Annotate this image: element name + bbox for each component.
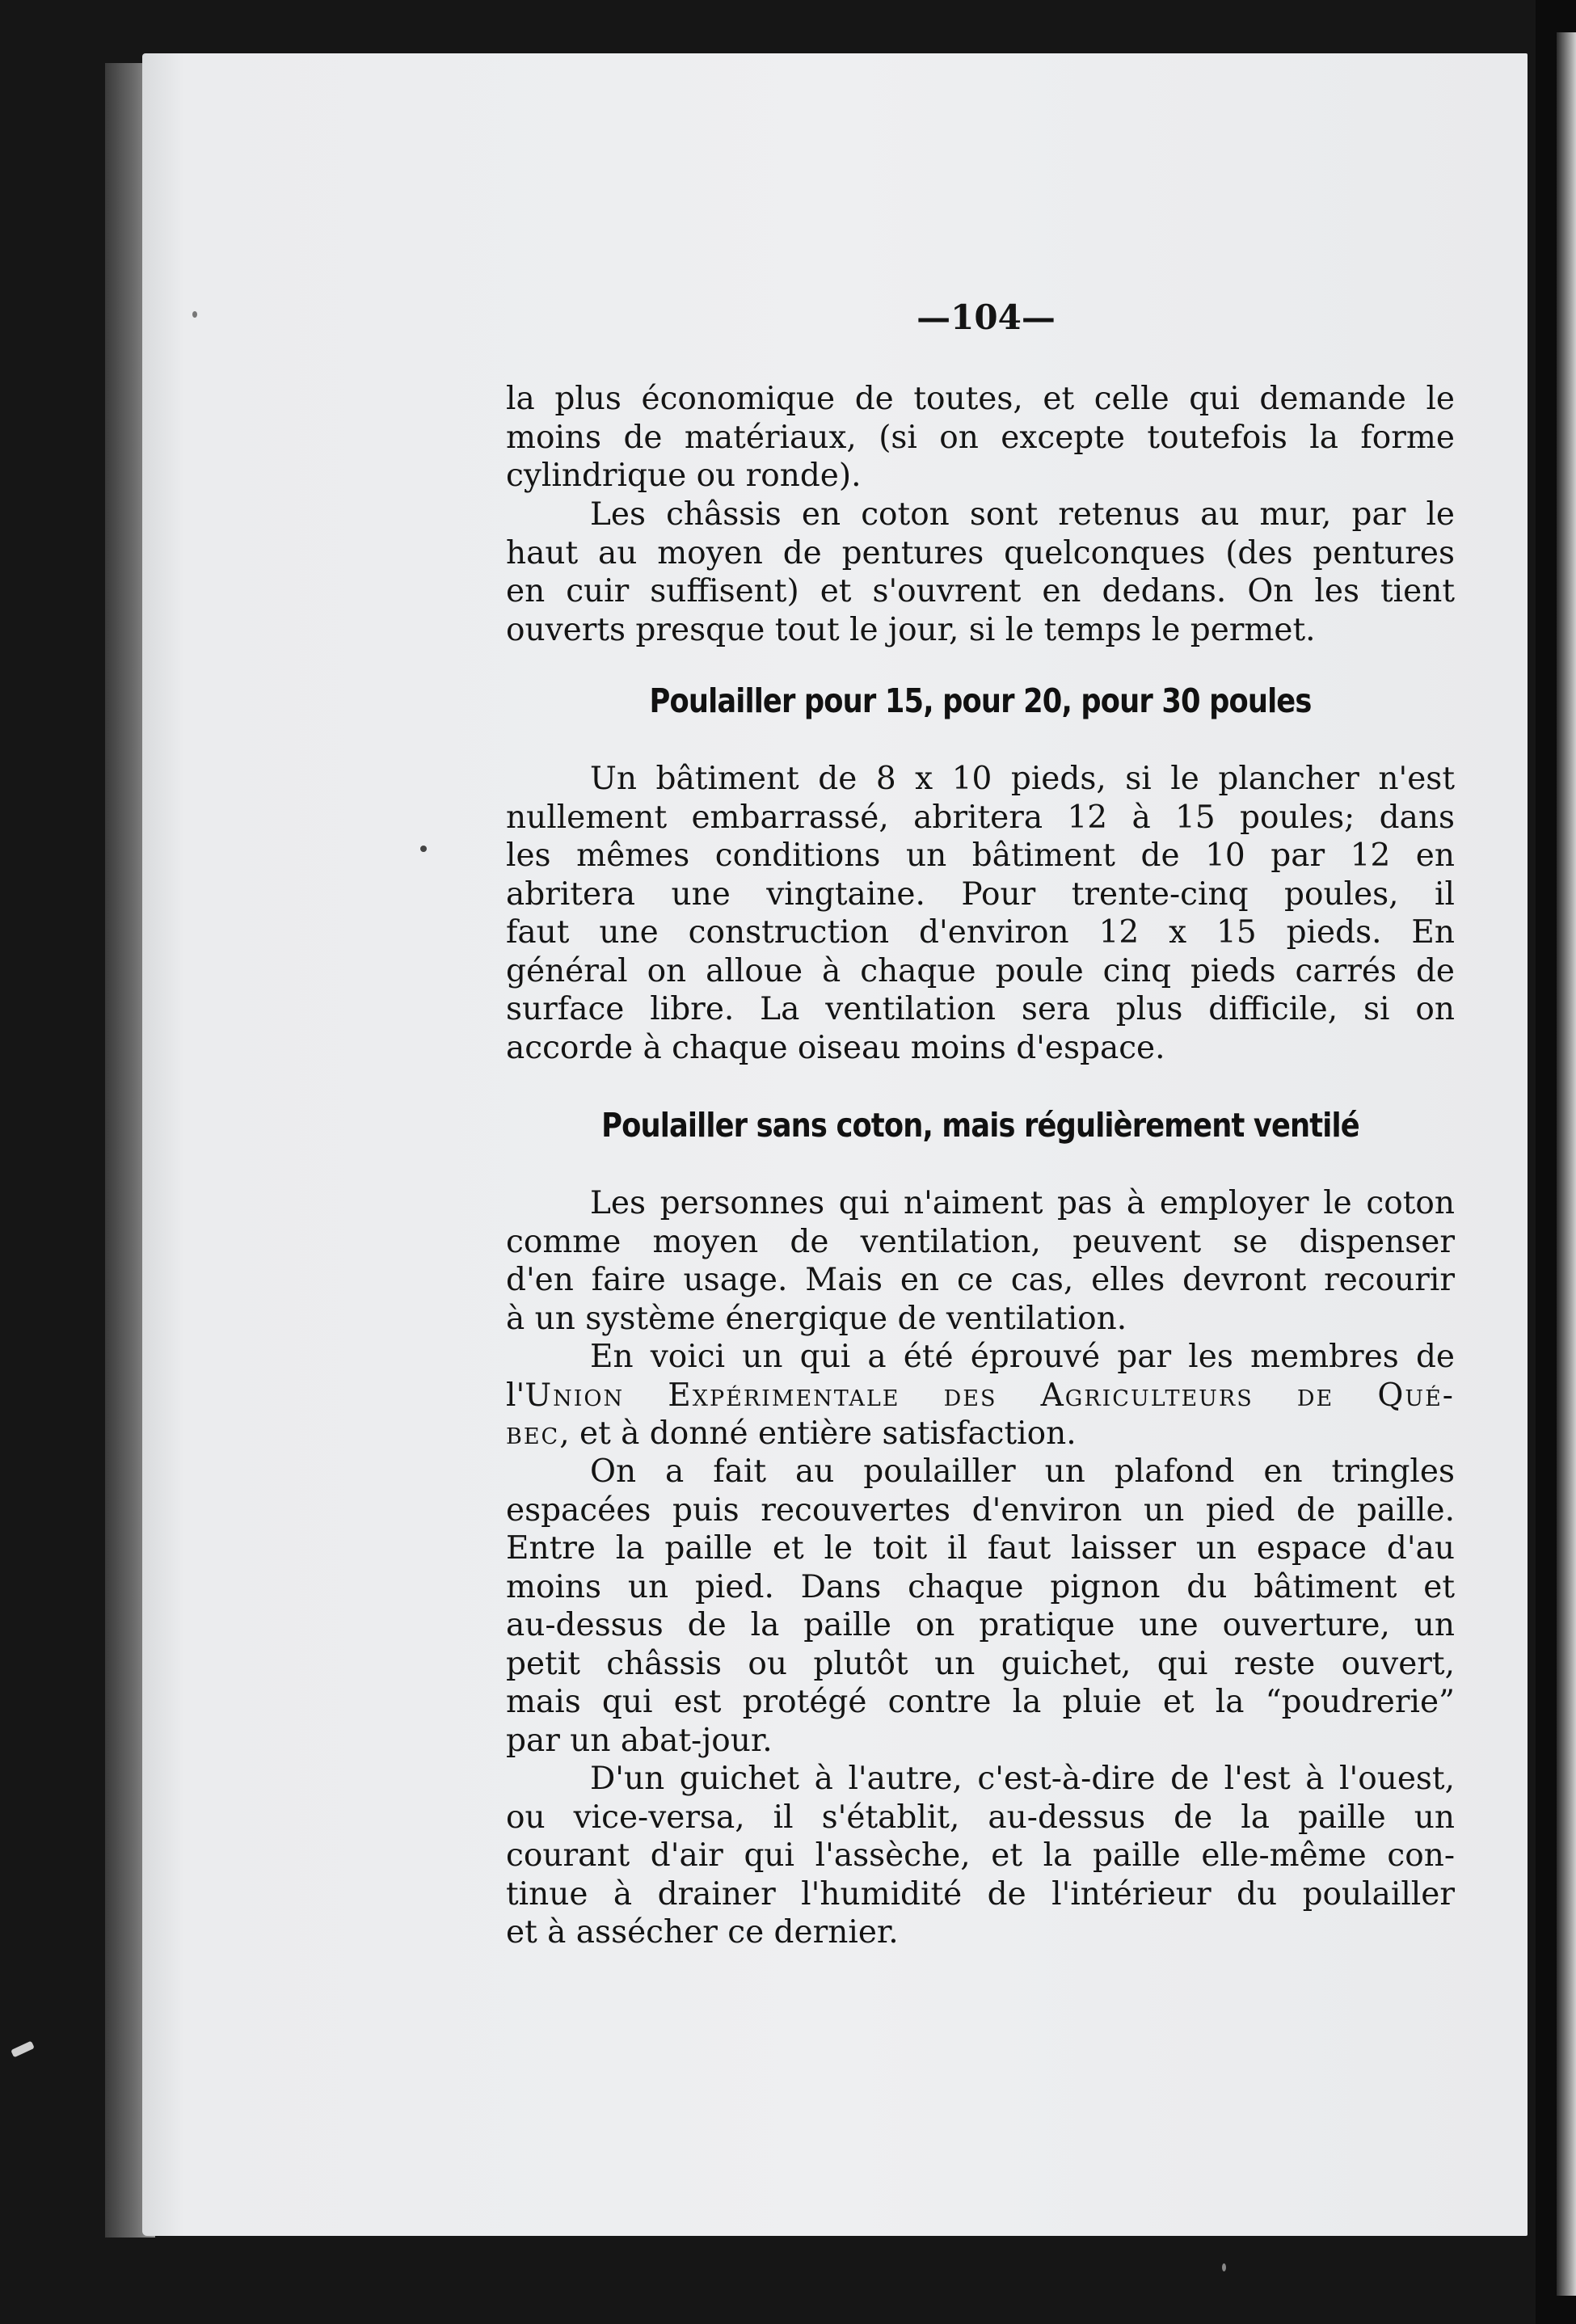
paragraph-4 — [506, 1184, 1455, 1338]
text-line: général on alloue à chaque poule cinq pieds carrés de — [506, 952, 1455, 989]
text-line: D'un guichet à l'autre, c'est-à-dire de l'est à l'ouest, — [590, 1761, 1455, 1797]
text-line: faut une construction d'environ 12 x 15 pieds. En — [506, 914, 1455, 951]
text-line: abritera une vingtaine. Pour trente-cinq poules, il — [506, 875, 1455, 913]
text-line: en cuir suffisent) et s'ouvrent en dedans. On les tient — [506, 573, 1455, 609]
text-fragment: l' — [506, 1377, 525, 1414]
scan-mark — [11, 2041, 35, 2058]
text-line: les mêmes conditions un bâtiment de 10 par 12 en — [506, 837, 1455, 874]
page-number: —104— — [917, 297, 1056, 337]
text-line: à un système énergique de ventilation. — [506, 1300, 1127, 1337]
text-line: mais qui est protégé contre la pluie et la “poudrerie” — [506, 1684, 1455, 1720]
paragraph-7 — [506, 1760, 1455, 1952]
text-line: moins un pied. Dans chaque pignon du bâtiment et — [506, 1568, 1455, 1605]
text-line: ouverts presque tout le jour, si le temps le permet. — [506, 611, 1316, 648]
dust-speck — [192, 311, 197, 318]
paragraph-3 — [506, 760, 1455, 1067]
text-line: comme moyen de ventilation, peuvent se dispenser — [506, 1223, 1455, 1260]
text-line: petit châssis ou plutôt un guichet, qui reste ouvert, — [506, 1645, 1455, 1682]
text-line: Un bâtiment de 8 x 10 pieds, si le plancher n'est — [590, 761, 1455, 797]
text-line: au-dessus de la paille on pratique une ouverture, un — [506, 1607, 1455, 1643]
text-line: espacées puis recouvertes d'environ un pied de paille. — [506, 1491, 1455, 1529]
organization-name: Union Expérimentale des Agriculteurs de Qué- — [525, 1377, 1455, 1414]
section-heading: Poulailler sans coton, mais régulièrement ventilé — [601, 1106, 1359, 1145]
dust-speck — [1222, 2263, 1226, 2271]
text-line: cylindrique ou ronde). — [506, 458, 862, 494]
organization-name-end: bec — [506, 1415, 560, 1452]
text-line: et à assécher ce dernier. — [506, 1914, 899, 1951]
dust-speck — [420, 846, 427, 852]
text-fragment: , et à donné entière satisfaction. — [559, 1415, 1077, 1452]
text-line: Entre la paille et le toit il faut laisser un espace d'au — [506, 1530, 1455, 1567]
text-line: la plus économique de toutes, et celle qui demande le — [506, 381, 1455, 417]
text-line — [506, 1377, 1455, 1415]
text-line: ou vice-versa, il s'établit, au-dessus de la paille un — [506, 1799, 1455, 1836]
text-line: moins de matériaux, (si on excepte toutefois la forme — [506, 419, 1455, 456]
paragraph-2 — [506, 496, 1455, 649]
text-line: par un abat-jour. — [506, 1722, 773, 1759]
paragraph-6 — [506, 1453, 1455, 1760]
text-line: nullement embarrassé, abritera 12 à 15 poules; dans — [506, 799, 1455, 836]
section-heading: Poulailler pour 15, pour 20, pour 30 poules — [649, 681, 1312, 720]
text-line: d'en faire usage. Mais en ce cas, elles devront recourir — [506, 1262, 1455, 1298]
text-line: tinue à drainer l'humidité de l'intérieur du poulailler — [506, 1875, 1455, 1913]
text-line: surface libre. La ventilation sera plus difficile, si on — [506, 991, 1455, 1027]
text-line: accorde à chaque oiseau moins d'espace. — [506, 1029, 1165, 1066]
text-line — [506, 1415, 1455, 1453]
paragraph-1 — [506, 380, 1455, 496]
text-line: Les châssis en coton sont retenus au mur, par le — [590, 496, 1455, 533]
text-line: haut au moyen de pentures quelconques (des pentures — [506, 534, 1455, 572]
text-line: Les personnes qui n'aiment pas à employer le coton — [590, 1185, 1455, 1221]
text-line: courant d'air qui l'assèche, et la paille elle-même con- — [506, 1837, 1455, 1874]
text-line: On a fait au poulailler un plafond en tringles — [590, 1453, 1455, 1490]
text-line: En voici un qui a été éprouvé par les membres de — [590, 1339, 1455, 1375]
paragraph-5 — [506, 1338, 1455, 1453]
next-page-edge — [1557, 32, 1576, 2296]
